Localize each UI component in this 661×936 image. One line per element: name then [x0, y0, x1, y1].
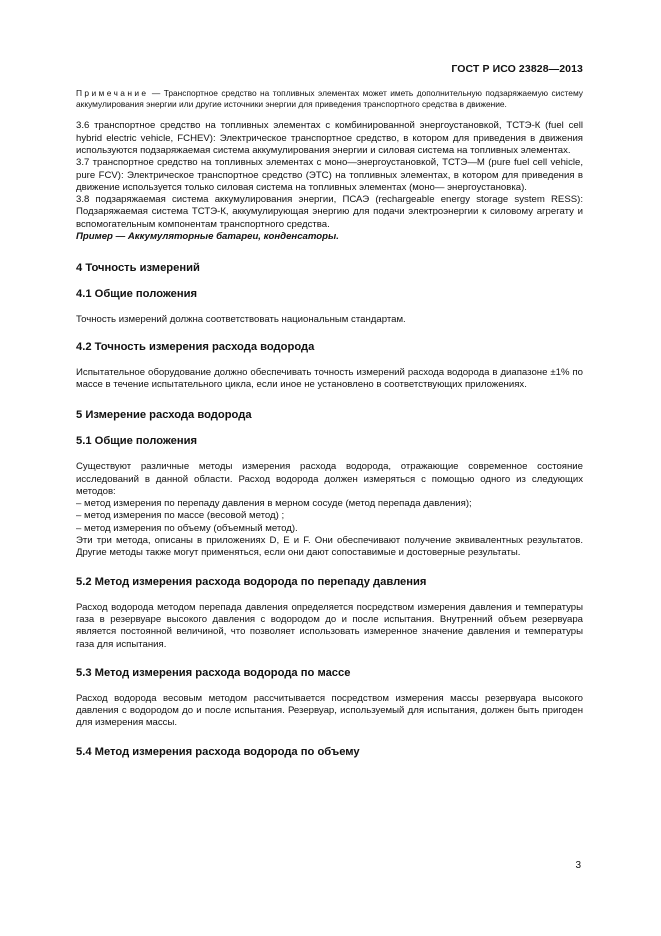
heading-4-1: 4.1 Общие положения	[76, 288, 198, 301]
list-item-2: – метод измерения по массе (весовой метод) ;	[76, 510, 285, 522]
note-text: — Транспортное средство на топливных элементах может иметь дополнительную подзаряжаемую систему аккумулирования энергии или другие источники энергии для приведения транспортного средства в движение.	[76, 88, 583, 110]
paragraph-5-1a: Существуют различные методы измерения расхода водорода, отражающие современное состояние исследований в данной области. Расход водорода должен измеряться с помощью одного из следующих методов:	[76, 461, 583, 497]
note-paragraph	[76, 88, 583, 110]
list-item-1: – метод измерения по перепаду давления в мерном сосуде (метод перепада давления);	[76, 498, 472, 510]
paragraph-5-2: Расход водорода методом перепада давления определяется посредством измерения давления и температуры газа в резервуаре высокого давления с водородом до и после испытания. Внутренний объем резервуара является постоянной величиной, что позволяет использовать измеренное значение давления и температуры газа для испытания.	[76, 601, 583, 650]
document-header: ГОСТ Р ИСО 23828—2013	[451, 63, 583, 75]
document-body	[76, 88, 583, 758]
heading-4: 4 Точность измерений	[76, 262, 200, 275]
list-item-3: – метод измерения по объему (объемный метод).	[76, 522, 298, 534]
paragraph-4-1: Точность измерений должна соответствовать национальным стандартам.	[76, 314, 406, 326]
note-lead: Примечание	[76, 88, 149, 98]
example-line: Пример — Аккумуляторные батареи, конденсаторы.	[76, 231, 339, 243]
page-number: 3	[575, 860, 581, 871]
heading-5-4: 5.4 Метод измерения расхода водорода по объему	[76, 745, 360, 758]
paragraph-3-8: 3.8 подзаряжаемая система аккумулирования энергии, ПСАЭ (rechargeable energy storage system RESS): Подзаряжаемая система ТСТЭ-К, аккумулирующая энергию для подачи электроэнергии к силовому агрегату и вспомогательным компонентам транспортного средства.	[76, 194, 583, 230]
heading-4-2: 4.2 Точность измерения расхода водорода	[76, 340, 315, 353]
paragraph-3-7: 3.7 транспортное средство на топливных элементах с моно—энергоустановкой, ТСТЭ—М (pure fuel cell vehicle, pure FCV): Электрическое транспортное средство (ЭТС) на топливных элементах, в котором для приведения в движение используется только силовая система на топливных элементах (моно— энергоустановка).	[76, 157, 583, 193]
heading-5: 5 Измерение расхода водорода	[76, 409, 252, 422]
paragraph-3-6: 3.6 транспортное средство на топливных элементах с комбинированной энергоустановкой, ТСТЭ-К (fuel cell hybrid electric vehicle, FCHEV): Электрическое транспортное средство, в котором для приведения в движения используются подзаряжаемая система аккумулирования энергии и силовая система на топливных элементах.	[76, 120, 583, 156]
paragraph-5-3: Расход водорода весовым методом рассчитывается посредством измерения массы резервуара высокого давления с водородом до и после испытания. Резервуар, используемый для испытания, должен быть пригоден для измерения массы.	[76, 692, 583, 729]
heading-5-1: 5.1 Общие положения	[76, 435, 198, 448]
heading-5-2: 5.2 Метод измерения расхода водорода по перепаду давления	[76, 575, 427, 588]
paragraph-4-2: Испытательное оборудование должно обеспечивать точность измерений расхода водорода в диапазоне ±1% по массе в течение испытательного цикла, если иное не установлено в соответствующих приложениях.	[76, 366, 583, 390]
heading-5-3: 5.3 Метод измерения расхода водорода по массе	[76, 666, 351, 679]
paragraph-5-1b: Эти три метода, описаны в приложениях D, E и F. Они обеспечивают получение эквивалентных результатов. Другие методы также могут применяться, если они дают сопоставимые и достоверные результаты.	[76, 535, 583, 559]
